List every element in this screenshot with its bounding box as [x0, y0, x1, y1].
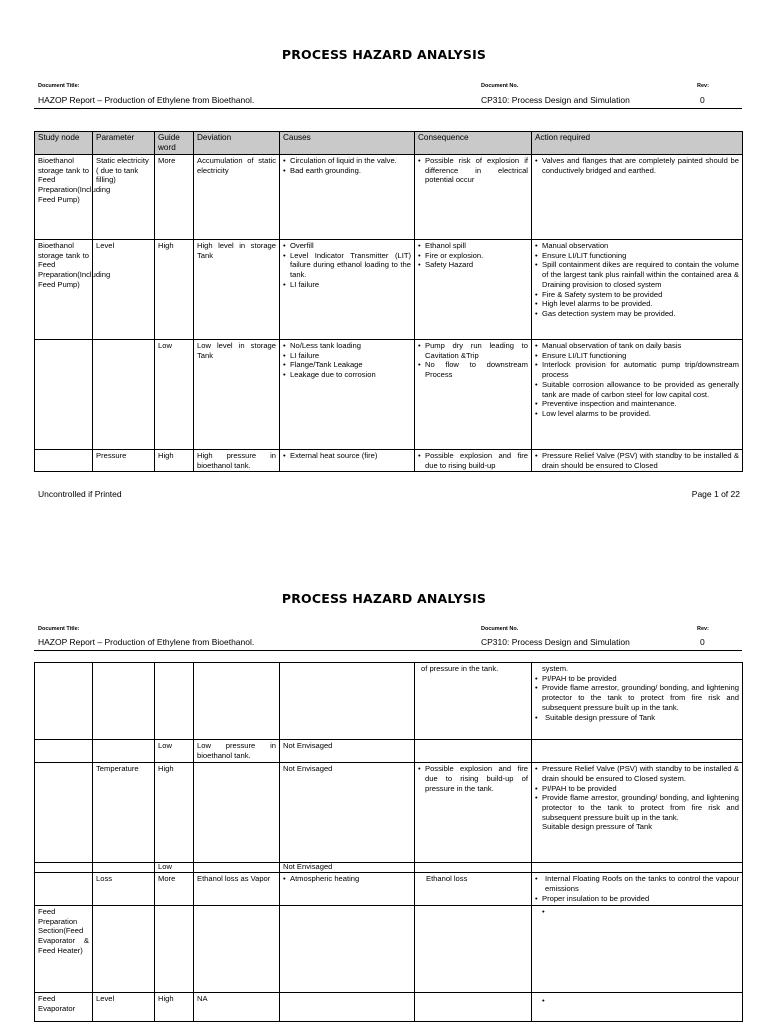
causes-cell [280, 240, 415, 340]
study-node-cell [35, 450, 93, 472]
guide-word-cell: High [155, 763, 194, 863]
consequence-text: Ethanol loss [426, 874, 468, 884]
col-header-causes: Causes [280, 132, 415, 155]
causes-cell [280, 663, 415, 740]
consequence-cell [415, 905, 532, 993]
list-item: • Proper insulation to be provided [535, 894, 739, 904]
table-row [35, 873, 743, 906]
study-node-cell [35, 863, 93, 873]
table-row [35, 863, 743, 873]
list-item: • Spill containment dikes are required to contain the volume of the largest tank plus rainfall within the contained area & Draining provision to closed system [535, 260, 739, 289]
list-item: • Pressure Relief Valve (PSV) with standby to be installed & drain should be ensured to Closed [535, 451, 739, 470]
list-item: Suitable design pressure of Tank [542, 822, 653, 832]
list-item: • Level Indicator Transmitter (LIT) failure during ethanol loading to the tank. [283, 251, 411, 280]
list-item: • Pressure Relief Valve (PSV) with standby to be installed & drain should be ensured to Closed system. [535, 764, 739, 783]
list-item: • PI/PAH to be provided [535, 674, 739, 684]
doc-no-label: Document No. [481, 83, 519, 89]
parameter-cell [93, 663, 155, 740]
rev-label: Rev: [697, 626, 709, 632]
guide-word-cell: High [155, 993, 194, 1022]
list-item: • Possible explosion and fire due to rising build-up [418, 451, 528, 470]
guide-word-cell: Low [155, 863, 194, 873]
study-node-cell: Feed Evaporator [35, 993, 93, 1022]
guide-word-cell: More [155, 873, 194, 906]
empty-bullet: • [542, 996, 545, 1006]
guide-word-cell [155, 663, 194, 740]
table-row [35, 763, 743, 863]
deviation-cell: Ethanol loss as Vapor [194, 873, 280, 906]
list-item: • Preventive inspection and maintenance. [535, 399, 739, 409]
causes-cell: Not Envisaged [280, 763, 415, 863]
list-item: system. [542, 664, 569, 673]
list-item: • LI failure [283, 280, 411, 290]
action-cell [532, 450, 743, 472]
rev-label: Rev: [697, 83, 709, 89]
list-item: • Manual observation [535, 241, 739, 251]
consequence-cell [415, 873, 532, 906]
parameter-cell [93, 340, 155, 450]
table-row [35, 993, 743, 1022]
consequence-cell [415, 240, 532, 340]
table-row [35, 663, 743, 740]
study-node-cell [35, 663, 93, 740]
header-rule [34, 108, 742, 109]
table-row [35, 240, 743, 340]
list-item: • Ensure LI/LIT functioning [535, 251, 739, 261]
parameter-cell: Static electricity ( due to tank filling) [93, 155, 155, 240]
list-item: • No flow to downstream Process [418, 360, 528, 379]
footer-uncontrolled: Uncontrolled if Printed [38, 489, 122, 499]
deviation-cell [194, 905, 280, 993]
table-row [35, 905, 743, 993]
parameter-cell [93, 863, 155, 873]
list-item: • Provide flame arrestor, grounding/ bonding, and lightening protector to the tank to protect from fire risk and subsequent pressure built up in the tank. [535, 793, 739, 822]
list-item: • Manual observation of tank on daily basis [535, 341, 739, 351]
list-item: • Flange/Tank Leakage [283, 360, 411, 370]
parameter-cell: Level [93, 240, 155, 340]
consequence-cell [415, 663, 532, 740]
deviation-cell [194, 863, 280, 873]
doc-title-label: Document Title: [38, 83, 80, 89]
action-cell [532, 663, 743, 740]
list-item: • Atmospheric heating [283, 874, 411, 884]
doc-no-label: Document No. [481, 626, 519, 632]
doc-title: HAZOP Report – Production of Ethylene from Bioethanol. [38, 95, 255, 105]
deviation-cell: High level in storage Tank [194, 240, 280, 340]
consequence-cell [415, 340, 532, 450]
study-node-cell [35, 740, 93, 763]
list-item: • Gas detection system may be provided. [535, 309, 739, 319]
guide-word-cell: Low [155, 740, 194, 763]
list-item: • PI/PAH to be provided [535, 784, 739, 794]
action-cell [532, 740, 743, 763]
col-header-action-required: Action required [532, 132, 743, 155]
causes-cell: Not Envisaged [280, 863, 415, 873]
study-node-cell [35, 340, 93, 450]
consequence-cell [415, 863, 532, 873]
parameter-cell: Temperature [93, 763, 155, 863]
study-node-cell [35, 763, 93, 863]
empty-bullet: • [542, 906, 545, 916]
list-item: • Overfill [283, 241, 411, 251]
action-cell [532, 340, 743, 450]
table-row [35, 340, 743, 450]
list-item: • Safety Hazard [418, 260, 528, 270]
action-cell [532, 155, 743, 240]
causes-cell [280, 450, 415, 472]
deviation-cell: Low pressure in bioethanol tank. [194, 740, 280, 763]
deviation-cell [194, 450, 280, 472]
doc-title: HAZOP Report – Production of Ethylene from Bioethanol. [38, 637, 255, 647]
list-item: • Leakage due to corrosion [283, 370, 411, 380]
list-item: • Pump dry run leading to Cavitation &Trip [418, 341, 528, 360]
rev-value: 0 [700, 95, 705, 105]
list-item: • LI failure [283, 351, 411, 361]
col-header-consequence: Consequence [415, 132, 532, 155]
parameter-cell: Loss [93, 873, 155, 906]
list-item: • Circulation of liquid in the valve. [283, 156, 411, 166]
hazop-table-continued [34, 662, 743, 1022]
causes-cell [280, 340, 415, 450]
study-node-cell: Bioethanol storage tank to Feed Preparation(Including Feed Pump) [35, 155, 93, 240]
list-item: • Provide flame arrestor, grounding/ bonding, and lightening protector to the tank to protect from fire risk and subsequent pressure built up in the tank. [535, 683, 739, 712]
guide-word-cell: Low [155, 340, 194, 450]
header-rule [34, 650, 742, 651]
col-header-deviation: Deviation [194, 132, 280, 155]
action-cell [532, 993, 743, 1022]
consequence-cell [415, 993, 532, 1022]
study-node-cell: Bioethanol storage tank to Feed Preparation(Including Feed Pump) [35, 240, 93, 340]
causes-cell: Not Envisaged [280, 740, 415, 763]
study-node-cell [35, 873, 93, 906]
parameter-cell [93, 905, 155, 993]
list-item: • Bad earth grounding. [283, 166, 411, 176]
deviation-cell: NA [194, 993, 280, 1022]
list-item: • Ethanol spill [418, 241, 528, 251]
table-row [35, 155, 743, 240]
list-item: • Interlock provision for automatic pump trip/downstream process [535, 360, 739, 379]
doc-no: CP310: Process Design and Simulation [481, 95, 630, 105]
consequence-cell [415, 763, 532, 863]
guide-word-cell: High [155, 450, 194, 472]
table-row [35, 450, 743, 472]
guide-word-cell [155, 905, 194, 993]
list-item: • Low level alarms to be provided. [535, 409, 739, 419]
consequence-continued: of pressure in the tank. [421, 664, 499, 673]
page-title: PROCESS HAZARD ANALYSIS [281, 591, 487, 606]
guide-word-cell: More [155, 155, 194, 240]
action-cell [532, 763, 743, 863]
doc-no: CP310: Process Design and Simulation [481, 637, 630, 647]
doc-title-label: Document Title: [38, 626, 80, 632]
study-node-cell: Feed Preparation Section(Feed Evaporator & Feed Heater) [35, 905, 93, 993]
list-item: • External heat source (fire) [283, 451, 411, 461]
table-header-row [35, 132, 743, 155]
col-header-parameter: Parameter [93, 132, 155, 155]
page-2 [0, 512, 768, 1024]
list-item: • High level alarms to be provided. [535, 299, 739, 309]
col-header-study-node: Study node [35, 132, 93, 155]
action-cell [532, 905, 743, 993]
footer-page-number: Page 1 of 22 [691, 489, 740, 499]
list-item: • Internal Floating Roofs on the tanks to control the vapour emissions [535, 874, 739, 893]
col-header-guide-word: Guide word [155, 132, 194, 155]
list-item: • Suitable design pressure of Tank [535, 713, 739, 723]
page-title: PROCESS HAZARD ANALYSIS [281, 47, 487, 62]
deviation-cell: Accumulation of static electricity [194, 155, 280, 240]
parameter-cell: Level [93, 993, 155, 1022]
consequence-cell [415, 155, 532, 240]
causes-cell [280, 905, 415, 993]
rev-value: 0 [700, 637, 705, 647]
deviation-cell [194, 763, 280, 863]
deviation-cell [194, 663, 280, 740]
deviation-cell: Low level in storage Tank [194, 340, 280, 450]
list-item: • Ensure LI/LIT functioning [535, 351, 739, 361]
consequence-cell [415, 450, 532, 472]
action-cell [532, 873, 743, 906]
action-cell [532, 240, 743, 340]
causes-cell [280, 993, 415, 1022]
list-item: • Fire & Safety system to be provided [535, 290, 739, 300]
parameter-cell: Pressure [93, 450, 155, 472]
table-row [35, 740, 743, 763]
deviation-text: High pressure in bioethanol tank. [197, 451, 276, 470]
causes-cell [280, 155, 415, 240]
list-item: • Possible risk of explosion if difference in electrical potential occur [418, 156, 528, 185]
list-item: • Suitable corrosion allowance to be provided as generally tank are made of carbon steel for low capital cost. [535, 380, 739, 399]
action-cell [532, 863, 743, 873]
list-item: • Possible explosion and fire due to rising build-up of pressure in the tank. [418, 764, 528, 793]
list-item: • Valves and flanges that are completely painted should be conductively bridged and earthed. [535, 156, 739, 175]
causes-cell [280, 873, 415, 906]
consequence-cell [415, 740, 532, 763]
parameter-cell [93, 740, 155, 763]
list-item: • Fire or explosion. [418, 251, 528, 261]
hazop-table [34, 131, 743, 472]
list-item: • No/Less tank loading [283, 341, 411, 351]
guide-word-cell: High [155, 240, 194, 340]
